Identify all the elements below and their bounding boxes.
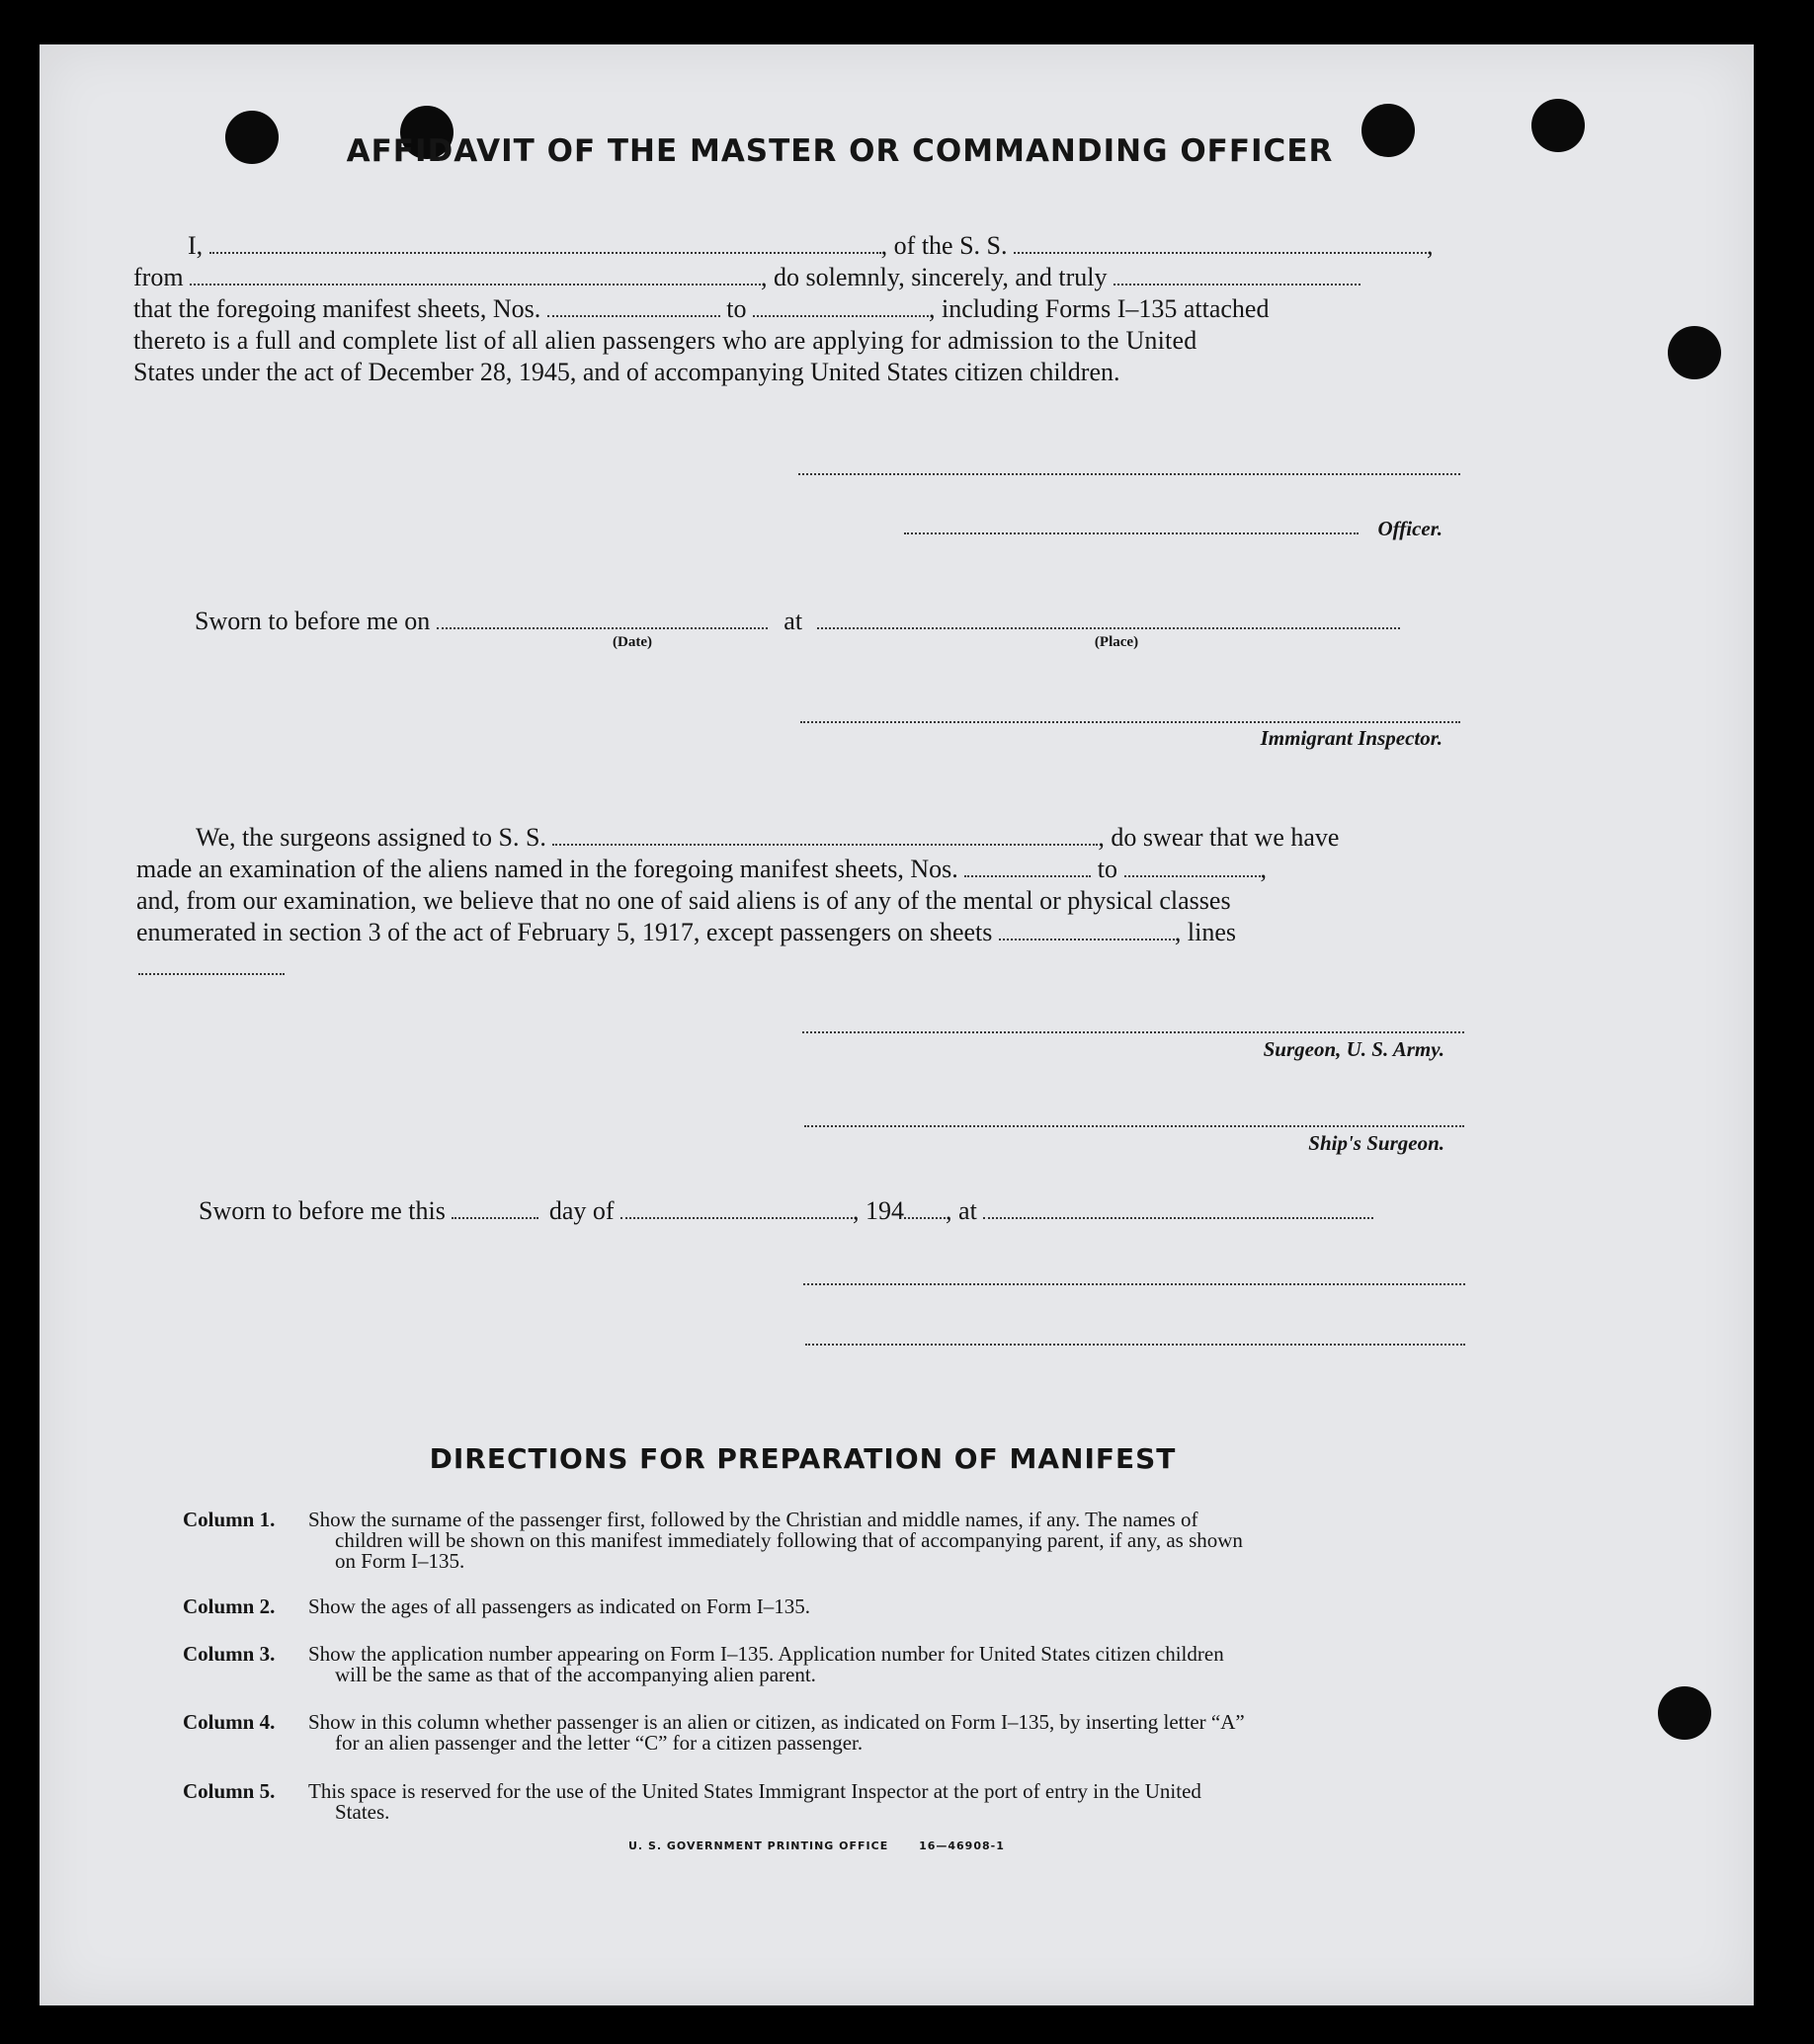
- sworn-date-line: Sworn to before me on at: [195, 606, 1400, 637]
- punch-hole: [1658, 1686, 1711, 1740]
- lines-field[interactable]: [138, 971, 285, 975]
- affidavit-title: AFFIDAVIT OF THE MASTER OR COMMANDING OFFICER: [346, 133, 1334, 169]
- affidavit-line-2: from , do solemnly, sincerely, and truly: [133, 262, 1360, 293]
- surgeons-line-3: and, from our examination, we believe that no one of said aliens is of any of the mental or physical classes: [136, 886, 1231, 915]
- master-signature-line[interactable]: [798, 471, 1460, 475]
- from-field[interactable]: [190, 262, 761, 286]
- ship-surgeon-caption: Ship's Surgeon.: [1308, 1131, 1444, 1155]
- punch-hole: [1668, 326, 1721, 379]
- day-field[interactable]: [452, 1195, 538, 1219]
- officer-caption: Officer.: [1377, 517, 1443, 540]
- official-signature-line[interactable]: [803, 1281, 1465, 1285]
- sworn-day-line: Sworn to before me this day of , 194 , at: [199, 1195, 1373, 1227]
- sheet-from-field[interactable]: [547, 293, 720, 317]
- inspector-caption: Immigrant Inspector.: [1260, 726, 1443, 750]
- surgeon-ship-field[interactable]: [552, 822, 1098, 846]
- direction-column-4: Column 4. Show in this column whether passenger is an alien or citizen, as indicated on Form I–135, by inserting letter “A” for an alien passenger and the letter “C” for a citizen passenger.: [183, 1710, 1245, 1755]
- date-field[interactable]: [437, 606, 768, 629]
- official-title-line[interactable]: [805, 1342, 1465, 1346]
- affidavit-line-3: that the foregoing manifest sheets, Nos. to , including Forms I–135 attached: [133, 294, 1270, 323]
- year-field[interactable]: [904, 1195, 946, 1219]
- affidavit-line-5: States under the act of December 28, 1945, and of accompanying United States citizen children.: [133, 358, 1120, 386]
- direction-column-5: Column 5. This space is reserved for the use of the United States Immigrant Inspector at the port of entry in the United States.: [183, 1779, 1201, 1824]
- affidavit-line-1: I, , of the S. S. ,: [188, 231, 1434, 260]
- inspector-signature-line[interactable]: [800, 719, 1460, 723]
- direction-column-3: Column 3. Show the application number appearing on Form I–135. Application number for United States citizen children will be the same as that of the accompanying alien parent.: [183, 1642, 1224, 1686]
- surgeons-line-4: enumerated in section 3 of the act of February 5, 1917, except passengers on sheets , lines: [136, 918, 1237, 946]
- direction-column-2: Column 2. Show the ages of all passengers as indicated on Form I–135.: [183, 1594, 810, 1618]
- place-field[interactable]: [817, 606, 1400, 629]
- month-field[interactable]: [620, 1195, 853, 1219]
- surgeons-line-1: We, the surgeons assigned to S. S. , do swear that we have: [196, 823, 1340, 852]
- except-sheets-field[interactable]: [999, 917, 1175, 940]
- affidavit-line-4: thereto is a full and complete list of all alien passengers who are applying for admission to the United: [133, 326, 1197, 355]
- direction-column-1: Column 1. Show the surname of the passenger first, followed by the Christian and middle names, if any. The names of children will be shown on this manifest immediately following that of accompanying parent, if any, as shown on Form I–135.: [183, 1508, 1243, 1573]
- declaration-field[interactable]: [1113, 262, 1360, 286]
- place-caption: (Place): [1094, 634, 1139, 650]
- form-page: [40, 44, 1754, 2005]
- ship-name-field[interactable]: [1014, 230, 1427, 254]
- ship-surgeon-signature-line[interactable]: [804, 1123, 1464, 1127]
- surgeon-sheet-to-field[interactable]: [1124, 854, 1261, 877]
- sheet-to-field[interactable]: [753, 293, 929, 317]
- surgeons-line-2: made an examination of the aliens named in the foregoing manifest sheets, Nos. to ,: [136, 855, 1267, 883]
- sworn-place-field[interactable]: [983, 1195, 1373, 1219]
- officer-signature-line[interactable]: [904, 531, 1359, 534]
- army-surgeon-caption: Surgeon, U. S. Army.: [1263, 1037, 1444, 1061]
- surgeon-sheet-from-field[interactable]: [964, 854, 1091, 877]
- date-caption: (Date): [613, 634, 652, 650]
- name-field[interactable]: [209, 230, 881, 254]
- printer-imprint: U. S. GOVERNMENT PRINTING OFFICE 16—46908-1: [628, 1840, 1005, 1852]
- army-surgeon-signature-line[interactable]: [802, 1029, 1464, 1033]
- directions-title: DIRECTIONS FOR PREPARATION OF MANIFEST: [429, 1442, 1177, 1475]
